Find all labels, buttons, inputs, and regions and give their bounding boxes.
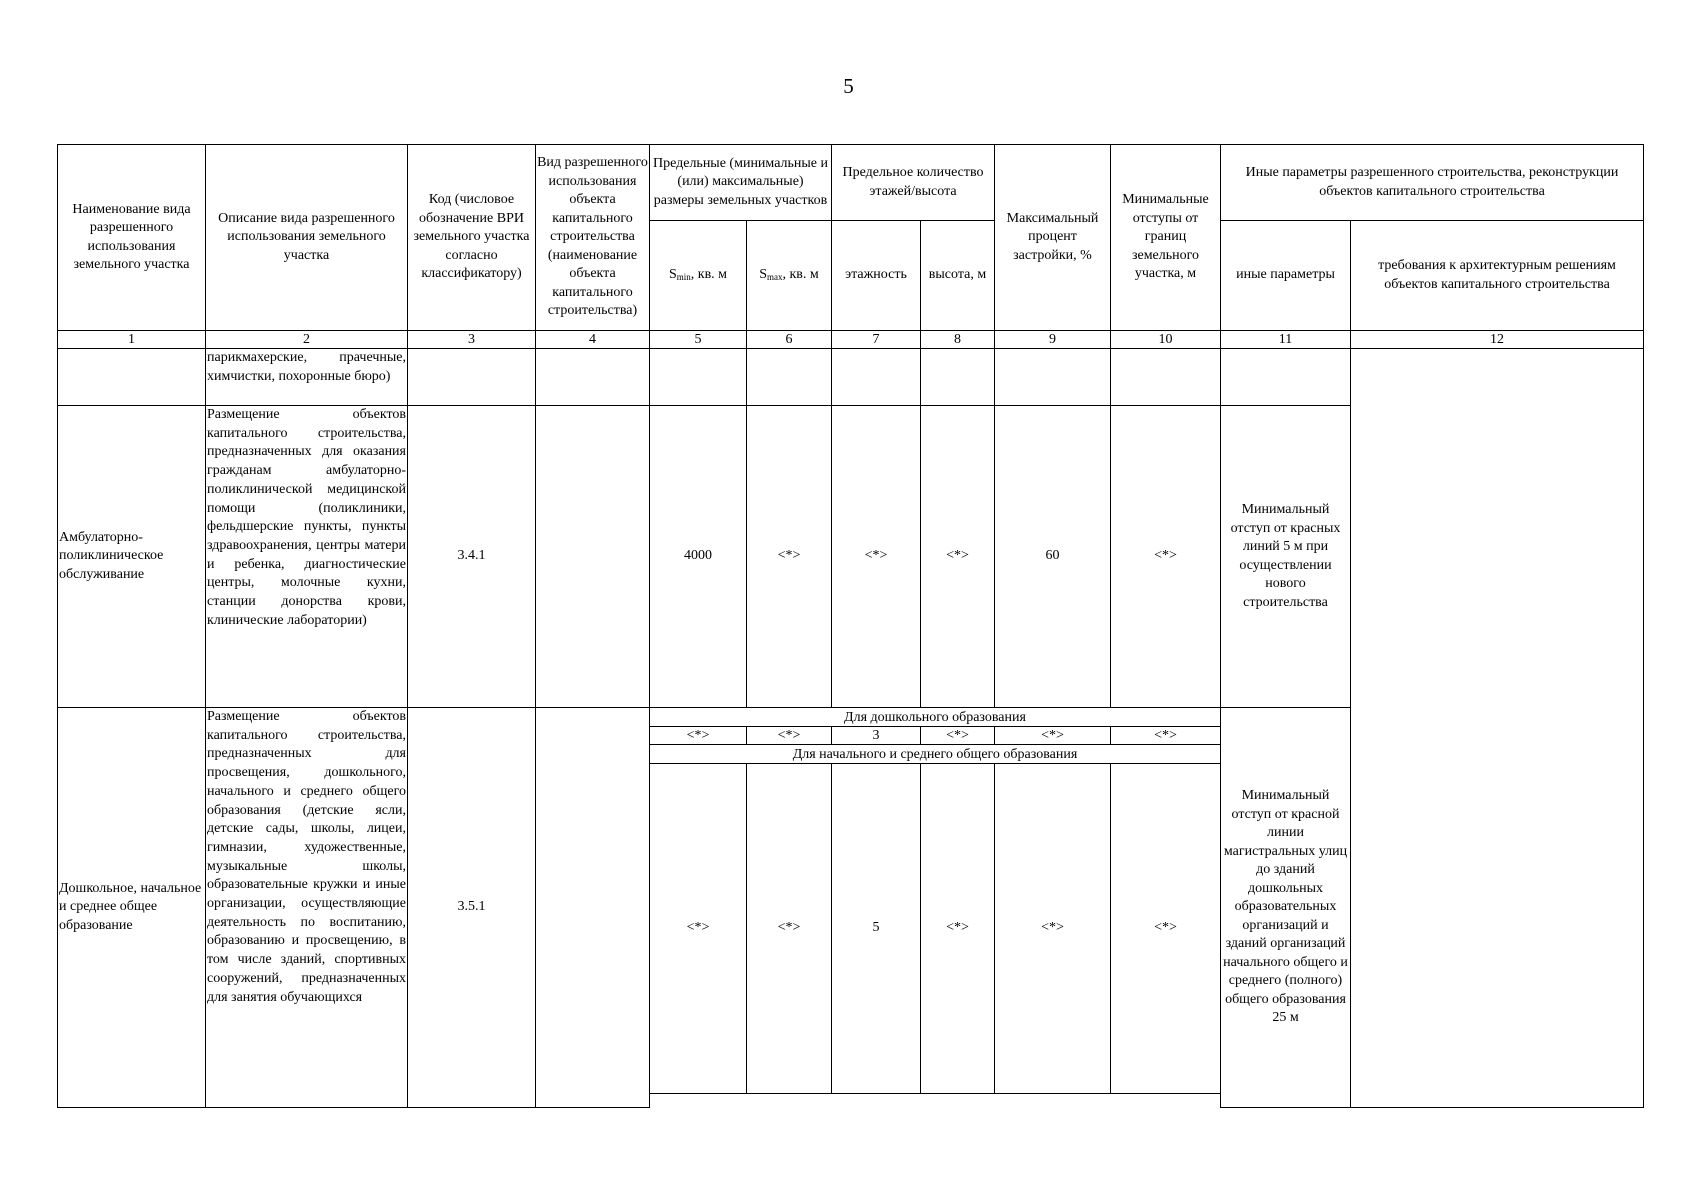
- cell-smax: <*>: [747, 764, 832, 1094]
- column-number: 5: [650, 331, 747, 349]
- cell-description: парикмахерские, прачечные, химчистки, похоронные бюро): [206, 349, 408, 406]
- cell-other-parameters: Минимальный отступ от красных линий 5 м при осуществлении нового строительства: [1221, 406, 1351, 708]
- header-code: Код (числовое обозначение ВРИ земельного участка согласно классификатору): [408, 145, 536, 331]
- column-number: 4: [536, 331, 650, 349]
- page-number: 5: [843, 74, 854, 98]
- cell-empty: [58, 349, 206, 406]
- cell-smin: <*>: [650, 764, 747, 1094]
- header-smax: $S_{max}$, кв. м: [747, 221, 832, 331]
- cell-building-use: [536, 708, 650, 1108]
- cell-land-use-name: Амбулаторно-поликлиническое обслуживание: [58, 406, 206, 708]
- header-building-use: Вид разрешенного использования объекта капитального строительства (наименование объекта капитального строительства): [536, 145, 650, 331]
- header-other-parameters: иные параметры: [1221, 221, 1351, 331]
- column-number: 6: [747, 331, 832, 349]
- cell-setback: <*>: [1111, 727, 1221, 745]
- cell-empty: [408, 349, 536, 406]
- column-numbers-row: [58, 331, 1644, 349]
- column-number: 10: [1111, 331, 1221, 349]
- cell-empty: [921, 349, 995, 406]
- cell-height: <*>: [921, 764, 995, 1094]
- table-row-continuation: [58, 349, 1644, 406]
- cell-empty: [747, 349, 832, 406]
- header-architectural-requirements: требования к архитектурным решениям объектов капитального строительства: [1351, 221, 1644, 331]
- column-number: 3: [408, 331, 536, 349]
- column-number: 8: [921, 331, 995, 349]
- cell-other-parameters: Минимальный отступ от красной линии магистральных улиц до зданий дошкольных образовательных организаций и зданий организаций начального общего и среднего (полного) общего образования 25 м: [1221, 708, 1351, 1108]
- cell-code: 3.5.1: [408, 708, 536, 1108]
- cell-architectural-requirements: [1351, 349, 1644, 1108]
- cell-empty: [1111, 349, 1221, 406]
- cell-floors: 3: [832, 727, 921, 745]
- cell-coverage: 60: [995, 406, 1111, 708]
- header-land-use-description: Описание вида разрешенного использования земельного участка: [206, 145, 408, 331]
- cell-height: <*>: [921, 406, 995, 708]
- cell-setback: <*>: [1111, 406, 1221, 708]
- cell-code: 3.4.1: [408, 406, 536, 708]
- cell-height: <*>: [921, 727, 995, 745]
- header-min-setbacks: Минимальные отступы от границ земельного участка, м: [1111, 145, 1221, 331]
- column-number: 1: [58, 331, 206, 349]
- header-row: [58, 145, 1644, 221]
- cell-smin: 4000: [650, 406, 747, 708]
- column-number: 12: [1351, 331, 1644, 349]
- header-floors: этажность: [832, 221, 921, 331]
- cell-empty: [995, 349, 1111, 406]
- cell-smin: <*>: [650, 727, 747, 745]
- cell-coverage: <*>: [995, 727, 1111, 745]
- column-number: 2: [206, 331, 408, 349]
- cell-land-use-name: Дошкольное, начальное и среднее общее образование: [58, 708, 206, 1108]
- header-max-coverage: Максимальный процент застройки, %: [995, 145, 1111, 331]
- header-land-use-name: Наименование вида разрешенного использования земельного участка: [58, 145, 206, 331]
- cell-empty: [1221, 349, 1351, 406]
- cell-building-use: [536, 406, 650, 708]
- zoning-parameters-table: [57, 144, 1644, 1108]
- cell-setback: <*>: [1111, 764, 1221, 1094]
- subheader-preschool: Для дошкольного образования: [650, 708, 1221, 727]
- header-plot-size-group: Предельные (минимальные и (или) максимальные) размеры земельных участков: [650, 145, 832, 221]
- header-height: высота, м: [921, 221, 995, 331]
- subheader-school: Для начального и среднего общего образования: [650, 745, 1221, 764]
- header-smin: $S_{min}$, кв. м: [650, 221, 747, 331]
- cell-empty: [832, 349, 921, 406]
- cell-empty: [536, 349, 650, 406]
- header-other-parameters-group: Иные параметры разрешенного строительства, реконструкции объектов капитального строительства: [1221, 145, 1644, 221]
- cell-coverage: <*>: [995, 764, 1111, 1094]
- cell-floors: 5: [832, 764, 921, 1094]
- cell-empty: [650, 349, 747, 406]
- column-number: 9: [995, 331, 1111, 349]
- header-floors-height-group: Предельное количество этажей/высота: [832, 145, 995, 221]
- cell-smax: <*>: [747, 406, 832, 708]
- cell-floors: <*>: [832, 406, 921, 708]
- cell-smax: <*>: [747, 727, 832, 745]
- column-number: 7: [832, 331, 921, 349]
- cell-description: Размещение объектов капитального строительства, предназначенных для просвещения, дошкольного, начального и среднего общего образования (детские ясли, детские сады, школы, лицеи, гимназии, художественные, музыкальные школы, образовательные кружки и иные организации, осуществляющие деятельность по воспитанию, образованию и просвещению, в том числе зданий, спортивных сооружений, предназначенных для занятия обучающихся: [206, 708, 408, 1108]
- column-number: 11: [1221, 331, 1351, 349]
- cell-description: Размещение объектов капитального строительства, предназначенных для оказания гражданам амбулаторно-поликлинической медицинской помощи (поликлиники, фельдшерские пункты, пункты здравоохранения, центры матери и ребенка, диагностические центры, молочные кухни, станции донорства крови, клинические лаборатории): [206, 406, 408, 708]
